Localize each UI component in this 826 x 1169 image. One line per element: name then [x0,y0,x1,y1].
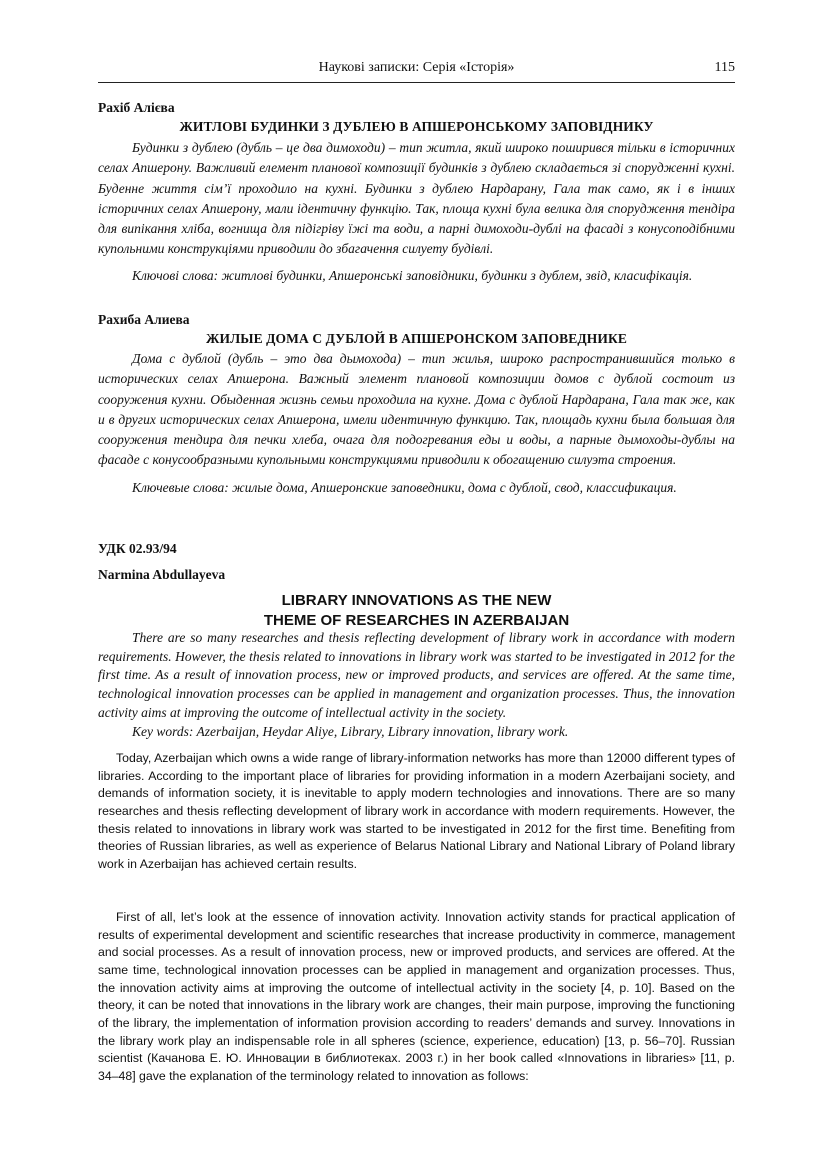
russian-author: Рахиба Алиева [98,312,190,327]
body-paragraph-1: Today, Azerbaijan which owns a wide range of library-information networks has more than 12000 different types of libraries. According to the important place of libraries for providing information in a modern Azerbaijani society, and demands of information society, it is inevitable to apply modern technologies and innovations. There are so many researches and thesis reflecting development of library work in accordance with modern requirements. However, the thesis related to innovations in library work was started to be investigated in 2012 for the first time. Benefiting from theories of Russian libraries, as well as experience of Belarus National Library and National Library of Poland library work in Azerbaijan has achieved certain results. [98,751,735,871]
body-paragraph-2: First of all, let’s look at the essence of innovation activity. Innovation activity stands for practical application of results of experimental development and scientific researches that increase productivity in commerce, management and social processes. As a result of innovation process, new or improved products, and services are offered. At the same time, technological innovation processes can be applied in management and organization processes. Thus, the innovation activity aims at improving the outcome of intellectual activity in the society [4, p. 10]. Based on the theory, it can be noted that innovations in the library work are changes, their main purpose, improving the functioning of the library, the implementation of information provision according to readers’ demands and survey. Innovations in the library work play an indispensable role in all spheres (science, experience, education) [13, p. 56–70]. Russian scientist (Качанова Е. Ю. Инновации в библиотеках. 2003 г.) in her book called «Innovations in libraries» [11, p. 34–48] gave the explanation of the terminology related to innovation as follows: [98,910,735,1083]
article-title [98,591,735,630]
article-author: Narmina Abdullayeva [98,567,226,582]
ukrainian-title: ЖИТЛОВІ БУДИНКИ З ДУБЛЕЮ В АПШЕРОНСЬКОМУ ЗАПОВІДНИКУ [179,119,654,134]
running-header [98,58,735,83]
udk-code: УДК 02.93/94 [98,541,177,556]
journal-title: Наукові записки: Серія «Історія» [318,60,515,75]
russian-abstract: Дома с дублой (дубль – это два дымохода) – тип жилья, широко распространившийся только в исторических селах Апшерона. Важный элемент плановой композиции домов с дублой состоит из сооружения кухни. Обыденная жизнь семьи проходила на кухне. Дома с дублой Нардарана, Гала так же, как и в других исторических селах Апшерона, имели идентичную функцию. Так, площадь кухни была большая для сооружения тендира для печки хлеба, очага для подогревания еды и воды, а парные дымоходы-дублы на фасаде с конусообразными купольными конструкциями приводили к обогащению силуэта строения. [98,351,735,468]
russian-title: ЖИЛЫЕ ДОМА С ДУБЛОЙ В АПШЕРОНСКОМ ЗАПОВЕДНИКЕ [206,331,627,346]
article-title-line-2: THEME OF RESEARCHES IN AZERBAIJAN [263,611,570,629]
article-title-line-1: LIBRARY INNOVATIONS AS THE NEW [281,592,552,609]
ukrainian-author: Рахіб Алієва [98,100,175,115]
ukrainian-keywords: Ключові слова: житлові будинки, Апшеронські заповідники, будинки з дублем, звід, класифікація. [132,268,693,283]
ukrainian-abstract: Будинки з дублею (дубль – це два димоходи) – тип житла, який широко поширився тільки в історичних селах Апшерону. Важливий елемент планової композиції будинків з дублею складається зі спорудженні кухні. Буденне життя сім’ї проходило на кухні. Будинки з дублею Нардарану, Гала так само, як і в інших історичних селах Апшерону, мали ідентичну функцію. Так, площа кухні була велика для спорудження тендіра для випікання хліба, вогнища для підігріву їжі та води, а парні димоходи-дублі на фасаді з конусоподібними купольними конструкціями приводили до збагачення силуету будівлі. [98,140,735,257]
article-keywords: Key words: Azerbaijan, Heydar Aliye, Library, Library innovation, library work. [132,724,569,739]
page-number: 115 [714,60,735,75]
article-abstract: There are so many researches and thesis reflecting development of library work in accordance with modern requirements. However, the thesis related to innovations in library work was started to be investigated in 2012 for the first time. As a result of innovation process, new or improved products, and services are offered. At the same time, technological innovation processes can be applied in management and organization processes. Thus, the innovation activity aims at improving the outcome of intellectual activity in the society. [98,630,735,720]
russian-keywords: Ключевые слова: жилые дома, Апшеронские заповедники, дома с дублой, свод, классификация. [132,480,677,495]
